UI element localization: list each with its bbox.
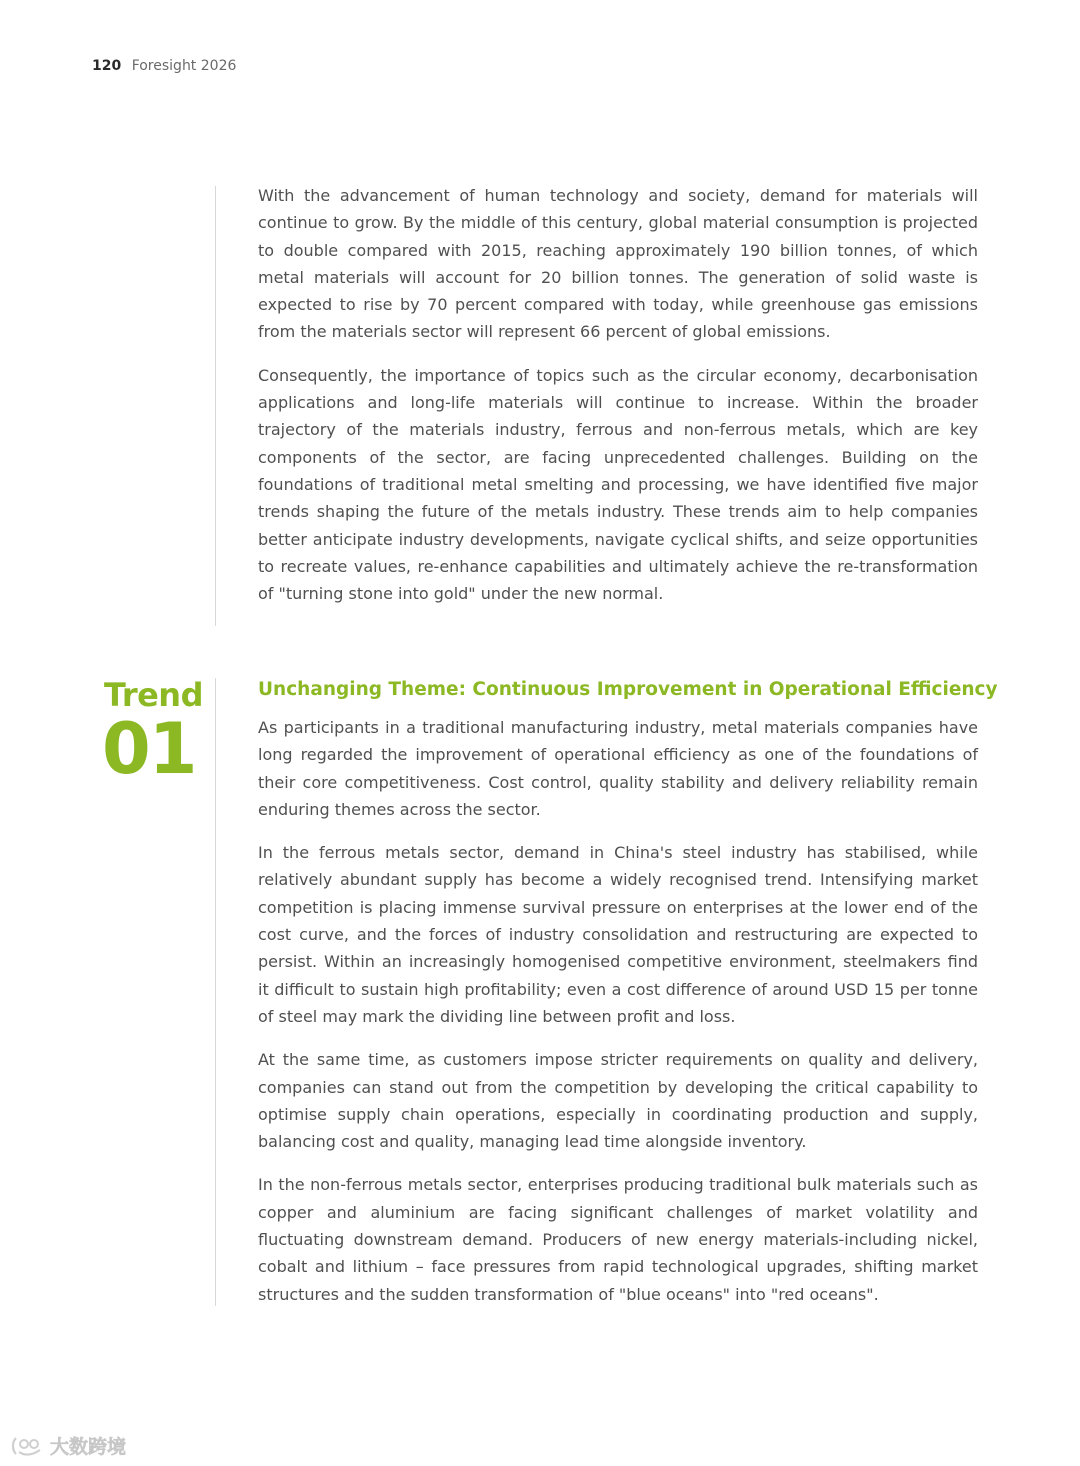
page-number: 120: [92, 58, 122, 74]
watermark-logo-icon: [10, 1434, 46, 1458]
intro-paragraph: With the advancement of human technology and society, demand for materials will continue to grow. By the middle of this century, global material consumption is projected to double compared with 2015, reaching approximately 190 billion tonnes, of which metal materials will account for 20 billion tonnes. The generation of solid waste is expected to rise by 70 percent compared with today, while greenhouse gas emissions from the materials sector will represent 66 percent of global emissions.: [258, 186, 978, 342]
watermark: [10, 1432, 126, 1459]
trend-paragraph: At the same time, as customers impose stricter requirements on quality and delivery, companies can stand out from the competition by developing the critical capability to optimise supply chain operations, especially in coordinating production and supply, balancing cost and quality, managing lead time alongside inventory.: [258, 1050, 978, 1152]
trend-label-number: 01: [102, 708, 196, 790]
intro-divider: [215, 186, 216, 626]
page-header: [92, 58, 236, 74]
intro-paragraph: Consequently, the importance of topics such as the circular economy, decarbonisation applications and long-life materials will continue to increase. Within the broader trajectory of the materials industry, ferrous and non-ferrous metals, which are key components of the sector, are facing unprecedented challenges. Building on the foundations of traditional metal smelting and processing, we have identified five major trends shaping the future of the metals industry. These trends aim to help companies better anticipate industry developments, navigate cyclical shifts, and seize opportunities to recreate values, re-enhance capabilities and ultimately achieve the re-transformation of "turning stone into gold" under the new normal.: [258, 365, 978, 604]
intro-section: [258, 182, 978, 623]
trend-paragraph: In the non-ferrous metals sector, enterprises producing traditional bulk materials such as copper and aluminium are facing significant challenges of market volatility and fluctuating downstream demand. Producers of new energy materials-including nickel, cobalt and lithium – face pressures from rapid technological upgrades, shifting market structures and the sudden transformation of "blue oceans" into "red oceans".: [258, 1175, 978, 1304]
publication-title: Foresight 2026: [131, 58, 237, 74]
trend-divider: [215, 678, 216, 1306]
trend-heading: Unchanging Theme: Continuous Improvement in Operational Efficiency: [258, 679, 998, 700]
trend-label-word: Trend: [104, 676, 203, 714]
watermark-text: 大数跨境: [50, 1436, 127, 1458]
trend-section: [258, 676, 998, 1324]
trend-paragraph: In the ferrous metals sector, demand in China's steel industry has stabilised, while relatively abundant supply has become a widely recognised trend. Intensifying market competition is placing immense survival pressure on enterprises at the lower end of the cost curve, and the forces of industry consolidation and restructuring are expected to persist. Within an increasingly homogenised competitive environment, steelmakers find it difficult to sustain high profitability; even a cost difference of around USD 15 per tonne of steel may mark the dividing line between profit and loss.: [258, 843, 978, 1026]
trend-paragraph: As participants in a traditional manufacturing industry, metal materials companies have long regarded the improvement of operational efficiency as one of the foundations of their core competitiveness. Cost control, quality stability and delivery reliability remain enduring themes across the sector.: [258, 718, 978, 819]
trend-label: [102, 676, 204, 790]
